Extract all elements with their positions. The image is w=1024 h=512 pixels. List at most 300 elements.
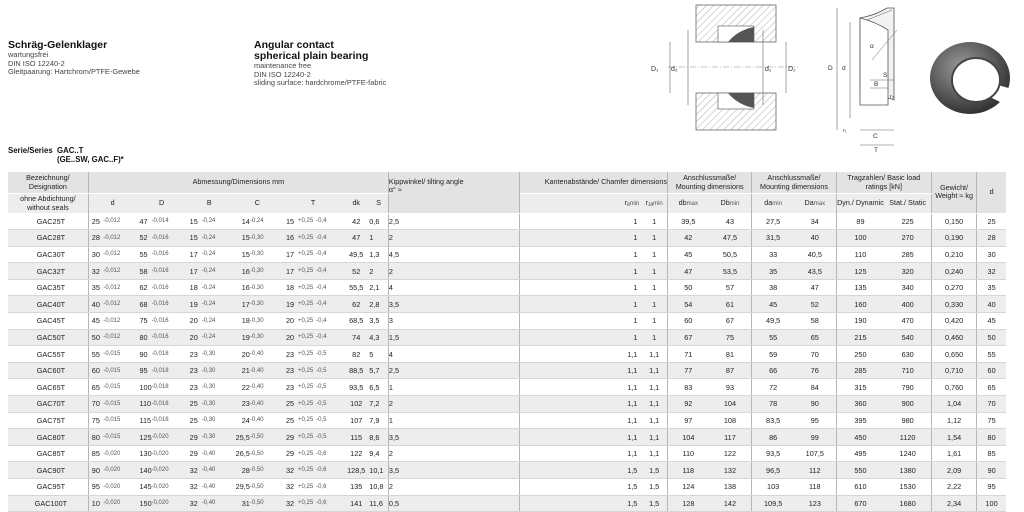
T-tol-lower-cell: -0,4: [316, 263, 343, 280]
col-Da-header: [794, 194, 836, 214]
stat-cell: 340: [884, 279, 931, 296]
T-tol-lower-cell: -0,4: [316, 313, 343, 330]
weight-cell: 1,54: [932, 429, 977, 446]
subtitle-line: DIN ISO 12240-2: [8, 58, 65, 68]
bearing-table: [8, 172, 1006, 512]
T-cell: 25: [283, 396, 298, 413]
Db-cell: 43: [709, 213, 752, 230]
T-tol-lower-cell: -0,6: [316, 445, 343, 462]
d-tol-cell: -0,012: [103, 329, 136, 346]
Db-cell: 47,5: [709, 230, 752, 247]
D-cell: 100: [136, 379, 151, 396]
S-cell: 2,8: [369, 296, 388, 313]
db-cell: 47: [667, 263, 708, 280]
S-cell: 8,6: [369, 429, 388, 446]
dim-label: d₂: [671, 66, 678, 73]
d-tol-cell: -0,012: [103, 313, 136, 330]
dk-cell: 122: [343, 445, 369, 462]
Db-cell: 104: [709, 396, 752, 413]
col-ra-header: [520, 194, 641, 214]
designation-cell: GAC90T: [8, 462, 88, 479]
da-cell: 55: [752, 329, 794, 346]
dyn-cell: 395: [836, 412, 884, 429]
table-row: [8, 412, 1006, 429]
weight-cell: 2,09: [932, 462, 977, 479]
B-cell: 29: [187, 445, 202, 462]
T-tol-lower-cell: -0,4: [316, 213, 343, 230]
d-tol-cell: -0,015: [103, 396, 136, 413]
Da-cell: 95: [794, 412, 836, 429]
T-cell: 23: [283, 362, 298, 379]
dyn-cell: 135: [836, 279, 884, 296]
weight-cell: 0,240: [932, 263, 977, 280]
da-cell: 38: [752, 279, 794, 296]
db-cell: 42: [667, 230, 708, 247]
stat-cell: 710: [884, 362, 931, 379]
col-r1a-header: [641, 194, 667, 214]
d-tol-cell: -0,012: [103, 230, 136, 247]
Da-cell: 90: [794, 396, 836, 413]
da-sub: min: [772, 200, 782, 207]
dyn-cell: 670: [836, 495, 884, 512]
d-tol-cell: -0,012: [103, 296, 136, 313]
Da-cell: 123: [794, 495, 836, 512]
D-cell: 90: [136, 346, 151, 363]
weight-cell: 0,210: [932, 246, 977, 263]
r1a-cell: 1,5: [641, 479, 667, 496]
T-tol-lower-cell: -0,5: [316, 379, 343, 396]
ra-cell: 1,5: [520, 495, 641, 512]
T-tol-upper-cell: +0,25: [298, 213, 316, 230]
d-right-cell: 85: [977, 445, 1006, 462]
T-tol-upper-cell: +0,25: [298, 346, 316, 363]
C-tol-cell: -0,30: [250, 296, 283, 313]
T-cell: 17: [283, 263, 298, 280]
Db-cell: 117: [709, 429, 752, 446]
table-row: [8, 279, 1006, 296]
ra-cell: 1,1: [520, 429, 641, 446]
dim-label: D₂: [788, 66, 796, 73]
dyn-cell: 110: [836, 246, 884, 263]
da-cell: 83,5: [752, 412, 794, 429]
r1a-cell: 1: [641, 313, 667, 330]
C-cell: 29,5: [232, 479, 250, 496]
B-tol-cell: -0,24: [202, 213, 232, 230]
D-cell: 130: [136, 445, 151, 462]
db-cell: 128: [667, 495, 708, 512]
B-cell: 29: [187, 429, 202, 446]
subtitle-line: Gleitpaarung: Hartchrom/PTFE-Gewebe: [8, 67, 140, 77]
C-tol-cell: -0,50: [250, 429, 283, 446]
header-german: [8, 40, 140, 77]
col-mount1-header: Anschlussmaße/ Mounting dimensions: [667, 172, 751, 194]
stat-cell: 470: [884, 313, 931, 330]
B-tol-cell: -0,24: [202, 263, 232, 280]
T-tol-upper-cell: +0,25: [298, 479, 316, 496]
B-tol-cell: -0,40: [202, 495, 232, 512]
col-T-header: T: [283, 194, 343, 214]
title-german: Schräg-Gelenklager: [8, 39, 108, 51]
d-right-cell: 32: [977, 263, 1006, 280]
ra-cell: 1: [520, 263, 641, 280]
ra-cell: 1: [520, 230, 641, 247]
T-cell: 15: [283, 213, 298, 230]
table-row: [8, 445, 1006, 462]
col-d-right-header: d: [977, 172, 1006, 213]
dyn-cell: 550: [836, 462, 884, 479]
designation-cell: GAC45T: [8, 313, 88, 330]
C-tol-cell: -0,30: [250, 279, 283, 296]
r1a-cell: 1,1: [641, 412, 667, 429]
stat-cell: 1530: [884, 479, 931, 496]
designation-cell: GAC40T: [8, 296, 88, 313]
T-cell: 18: [283, 279, 298, 296]
da-cell: 35: [752, 263, 794, 280]
dk-cell: 88,5: [343, 362, 369, 379]
Db-cell: 50,5: [709, 246, 752, 263]
B-tol-cell: -0,24: [202, 230, 232, 247]
D-tol-cell: -0,016: [152, 329, 187, 346]
table-row: [8, 479, 1006, 496]
C-tol-cell: -0,50: [250, 445, 283, 462]
r1a-cell: 1: [641, 263, 667, 280]
B-tol-cell: -0,24: [202, 296, 232, 313]
designation-cell: GAC70T: [8, 396, 88, 413]
db-sub: max: [686, 200, 698, 207]
db-cell: 124: [667, 479, 708, 496]
d-tol-cell: -0,020: [103, 479, 136, 496]
C-cell: 19: [232, 329, 250, 346]
C-cell: 15: [232, 230, 250, 247]
tilt-cell: 2: [388, 445, 520, 462]
r1a-sub: min: [653, 200, 663, 207]
table-row: [8, 263, 1006, 280]
dyn-cell: 495: [836, 445, 884, 462]
D-cell: 80: [136, 329, 151, 346]
T-tol-upper-cell: +0,25: [298, 445, 316, 462]
mounting-drawing: [648, 0, 808, 135]
d-cell: 28: [88, 230, 103, 247]
table-row: [8, 329, 1006, 346]
db-cell: 92: [667, 396, 708, 413]
T-cell: 25: [283, 412, 298, 429]
Da-cell: 40,5: [794, 246, 836, 263]
Db-cell: 53,5: [709, 263, 752, 280]
series-alt: (GE..SW, GAC..F)*: [57, 154, 124, 164]
designation-cell: GAC85T: [8, 445, 88, 462]
dyn-cell: 610: [836, 479, 884, 496]
bearing-render: [924, 32, 1020, 122]
S-cell: 3,5: [369, 313, 388, 330]
C-tol-cell: -0,30: [250, 329, 283, 346]
B-cell: 15: [187, 213, 202, 230]
T-tol-upper-cell: +0,25: [298, 263, 316, 280]
weight-cell: 1,61: [932, 445, 977, 462]
T-tol-lower-cell: -0,5: [316, 396, 343, 413]
da-cell: 78: [752, 396, 794, 413]
bearing-section-drawing: [812, 0, 917, 155]
T-tol-lower-cell: -0,6: [316, 479, 343, 496]
D-cell: 145: [136, 479, 151, 496]
da-cell: 93,5: [752, 445, 794, 462]
ra-cell: 1: [520, 296, 641, 313]
dim-label: d: [842, 65, 846, 72]
S-cell: 5: [369, 346, 388, 363]
D-cell: 110: [136, 396, 151, 413]
C-tol-cell: -0,40: [250, 346, 283, 363]
B-tol-cell: -0,40: [202, 462, 232, 479]
dim-label: S: [883, 72, 888, 79]
tilt-cell: 1: [388, 412, 520, 429]
weight-cell: 0,190: [932, 230, 977, 247]
stat-cell: 270: [884, 230, 931, 247]
dk-cell: 55,5: [343, 279, 369, 296]
ra-cell: 1,1: [520, 445, 641, 462]
db-cell: 67: [667, 329, 708, 346]
table-row: [8, 313, 1006, 330]
B-cell: 32: [187, 462, 202, 479]
B-cell: 25: [187, 396, 202, 413]
stat-cell: 540: [884, 329, 931, 346]
d-right-cell: 80: [977, 429, 1006, 446]
tilt-cell: 2: [388, 263, 520, 280]
stat-cell: 1680: [884, 495, 931, 512]
ra-cell: 1,5: [520, 479, 641, 496]
designation-cell: GAC25T: [8, 213, 88, 230]
T-cell: 32: [283, 495, 298, 512]
T-cell: 29: [283, 445, 298, 462]
d-right-cell: 28: [977, 230, 1006, 247]
Da-cell: 43,5: [794, 263, 836, 280]
dyn-cell: 100: [836, 230, 884, 247]
tilt-cell: 0,5: [388, 495, 520, 512]
dyn-cell: 215: [836, 329, 884, 346]
table-row: [8, 362, 1006, 379]
dim-label: α: [870, 43, 874, 50]
stat-cell: 790: [884, 379, 931, 396]
D-tol-cell: -0,020: [152, 445, 187, 462]
stat-cell: 1240: [884, 445, 931, 462]
subtitle-line: DIN ISO 12240-2: [254, 69, 311, 79]
dim-label: r₁: [843, 128, 847, 134]
T-tol-upper-cell: +0,25: [298, 396, 316, 413]
C-cell: 15: [232, 246, 250, 263]
T-cell: 20: [283, 329, 298, 346]
S-cell: 11,6: [369, 495, 388, 512]
B-cell: 25: [187, 412, 202, 429]
T-tol-lower-cell: -0,5: [316, 362, 343, 379]
Db-cell: 122: [709, 445, 752, 462]
tilt-cell: 1: [388, 379, 520, 396]
r1a-cell: 1: [641, 230, 667, 247]
da-cell: 86: [752, 429, 794, 446]
C-cell: 26,5: [232, 445, 250, 462]
B-tol-cell: -0,24: [202, 329, 232, 346]
Db-label: Db: [720, 197, 730, 207]
ra-cell: 1,1: [520, 379, 641, 396]
d-right-cell: 30: [977, 246, 1006, 263]
B-cell: 23: [187, 346, 202, 363]
col-dimensions-header: Abmessung/Dimensions mm: [88, 172, 388, 194]
C-cell: 28: [232, 462, 250, 479]
Da-cell: 34: [794, 213, 836, 230]
dk-cell: 93,5: [343, 379, 369, 396]
designation-cell: GAC75T: [8, 412, 88, 429]
C-cell: 25,5: [232, 429, 250, 446]
C-cell: 20: [232, 346, 250, 363]
dk-cell: 141: [343, 495, 369, 512]
db-cell: 60: [667, 313, 708, 330]
r1a-cell: 1,1: [641, 362, 667, 379]
C-tol-cell: -0,40: [250, 412, 283, 429]
designation-cell: GAC55T: [8, 346, 88, 363]
D-tol-cell: -0,016: [152, 313, 187, 330]
T-cell: 32: [283, 479, 298, 496]
Db-cell: 93: [709, 379, 752, 396]
C-cell: 31: [232, 495, 250, 512]
table-row: [8, 495, 1006, 512]
T-tol-lower-cell: -0,5: [316, 412, 343, 429]
Da-cell: 40: [794, 230, 836, 247]
col-D-header: D: [136, 194, 186, 214]
subtitle-line: sliding surface: hardchrome/PTFE-fabric: [254, 78, 387, 88]
T-tol-lower-cell: -0,4: [316, 230, 343, 247]
B-tol-cell: -0,24: [202, 246, 232, 263]
d-tol-cell: -0,015: [103, 379, 136, 396]
weight-cell: 0,650: [932, 346, 977, 363]
T-cell: 23: [283, 346, 298, 363]
db-cell: 97: [667, 412, 708, 429]
D-tol-cell: -0,016: [152, 230, 187, 247]
r1a-cell: 1,1: [641, 429, 667, 446]
C-tol-cell: -0,30: [250, 313, 283, 330]
T-cell: 29: [283, 429, 298, 446]
tilt-cell: 3: [388, 313, 520, 330]
C-cell: 16: [232, 263, 250, 280]
Da-label: Da: [804, 197, 814, 207]
da-cell: 31,5: [752, 230, 794, 247]
D-tol-cell: -0,014: [152, 213, 187, 230]
D-cell: 115: [136, 412, 151, 429]
B-tol-cell: -0,30: [202, 346, 232, 363]
ra-cell: 1: [520, 213, 641, 230]
ra-cell: 1,1: [520, 362, 641, 379]
C-tol-cell: -0,24: [250, 213, 283, 230]
C-tol-cell: -0,30: [250, 246, 283, 263]
col-db-header: [667, 194, 708, 214]
r1a-cell: 1,1: [641, 346, 667, 363]
designation-cell: GAC35T: [8, 279, 88, 296]
ra-cell: 1,1: [520, 396, 641, 413]
da-label: da: [764, 197, 773, 207]
C-tol-cell: -0,30: [250, 263, 283, 280]
B-tol-cell: -0,30: [202, 429, 232, 446]
B-cell: 32: [187, 479, 202, 496]
T-tol-upper-cell: +0,25: [298, 429, 316, 446]
Da-cell: 107,5: [794, 445, 836, 462]
T-tol-lower-cell: -0,4: [316, 279, 343, 296]
weight-cell: 2,22: [932, 479, 977, 496]
d-right-cell: 35: [977, 279, 1006, 296]
B-tol-cell: -0,30: [202, 396, 232, 413]
col-chamfer-header: Kantenabstände/ Chamfer dimensions: [520, 172, 668, 194]
r1a-label: r₁ₐ: [645, 197, 654, 207]
weight-cell: 2,34: [932, 495, 977, 512]
table-body: [8, 213, 1006, 512]
col-mount2-header: Anschlussmaße/ Mounting dimensions: [752, 172, 836, 194]
T-cell: 32: [283, 462, 298, 479]
dk-cell: 68,5: [343, 313, 369, 330]
db-cell: 50: [667, 279, 708, 296]
table-row: [8, 213, 1006, 230]
S-cell: 10,8: [369, 479, 388, 496]
da-cell: 45: [752, 296, 794, 313]
D-cell: 140: [136, 462, 151, 479]
d-cell: 75: [88, 412, 103, 429]
dyn-cell: 125: [836, 263, 884, 280]
col-stat-header: Stat./ Static: [884, 194, 931, 214]
r1a-cell: 1,5: [641, 495, 667, 512]
d-right-cell: 75: [977, 412, 1006, 429]
T-tol-upper-cell: +0,25: [298, 279, 316, 296]
stat-cell: 400: [884, 296, 931, 313]
r1a-cell: 1,5: [641, 462, 667, 479]
d-cell: 30: [88, 246, 103, 263]
series-value: GAC..T: [57, 146, 84, 155]
col-weight-header: Gewicht/ Weight ≈ kg: [932, 172, 977, 213]
Db-cell: 81: [709, 346, 752, 363]
header-english: [254, 40, 386, 88]
da-cell: 72: [752, 379, 794, 396]
db-cell: 118: [667, 462, 708, 479]
ra-cell: 1: [520, 279, 641, 296]
d-right-cell: 90: [977, 462, 1006, 479]
designation-cell: GAC28T: [8, 230, 88, 247]
dk-cell: 62: [343, 296, 369, 313]
dk-cell: 135: [343, 479, 369, 496]
db-cell: 104: [667, 429, 708, 446]
stat-cell: 225: [884, 213, 931, 230]
dyn-cell: 190: [836, 313, 884, 330]
D-cell: 75: [136, 313, 151, 330]
title-english-line1: Angular contact: [254, 39, 334, 51]
weight-cell: 0,460: [932, 329, 977, 346]
dim-label: r₂: [890, 94, 894, 100]
da-cell: 109,5: [752, 495, 794, 512]
S-cell: 0,6: [369, 213, 388, 230]
ra-sub: min: [629, 200, 640, 207]
dk-cell: 115: [343, 429, 369, 446]
da-cell: 27,5: [752, 213, 794, 230]
C-tol-cell: -0,40: [250, 379, 283, 396]
Db-cell: 132: [709, 462, 752, 479]
col-S-header: S: [369, 194, 388, 214]
T-cell: 20: [283, 313, 298, 330]
D-cell: 125: [136, 429, 151, 446]
d-cell: 85: [88, 445, 103, 462]
B-cell: 23: [187, 362, 202, 379]
T-cell: 17: [283, 246, 298, 263]
d-tol-cell: -0,012: [103, 279, 136, 296]
dim-label: D: [828, 65, 833, 72]
dyn-cell: 360: [836, 396, 884, 413]
da-cell: 103: [752, 479, 794, 496]
series-caption: Serie/Series: [8, 146, 53, 155]
D-cell: 95: [136, 362, 151, 379]
d-right-cell: 45: [977, 313, 1006, 330]
col-tilt-header: [388, 172, 520, 213]
d-cell: 32: [88, 263, 103, 280]
